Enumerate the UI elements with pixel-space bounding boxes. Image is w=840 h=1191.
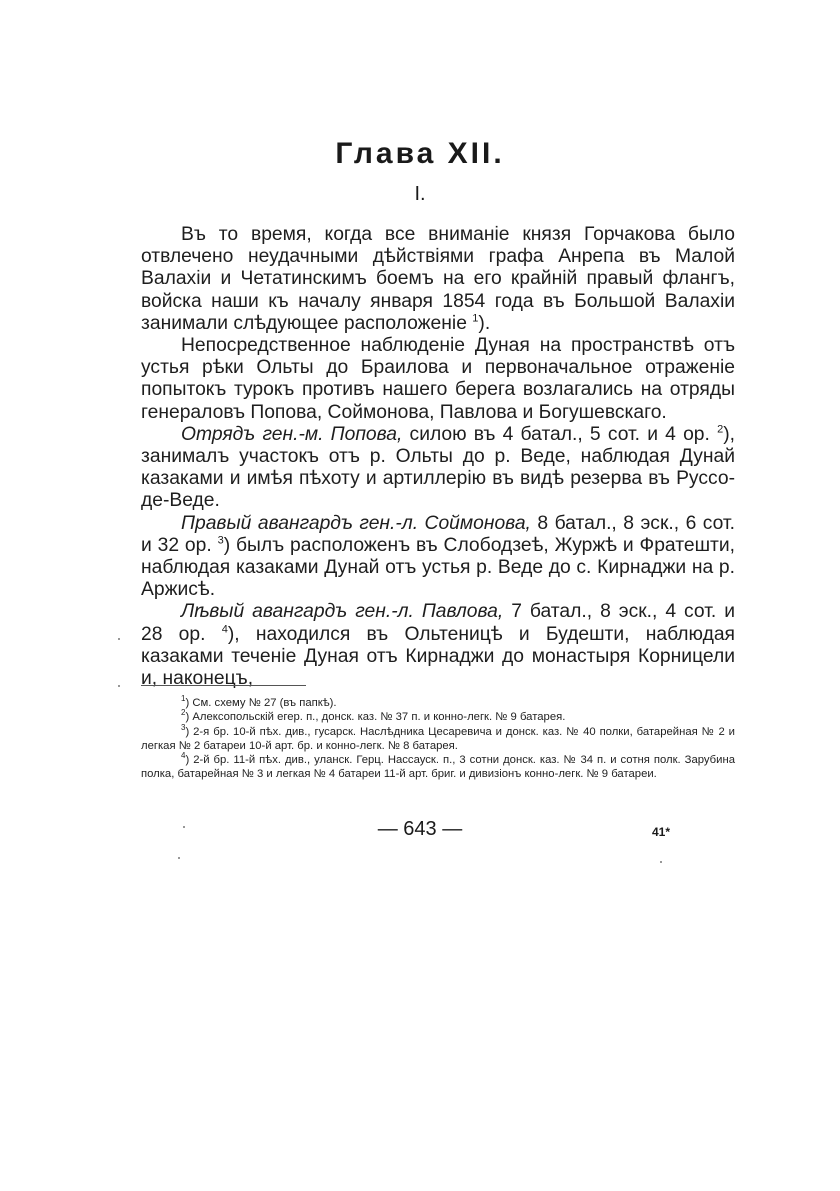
chapter-title: Глава XII. xyxy=(335,137,505,170)
paragraph xyxy=(141,601,735,690)
footnote-text: ) 2-й бр. 11-й пѣх. див., уланск. Герц. Нассауск. п., 3 сотни донск. каз. № 34 п. и сотня полк. Зарубина полка, батарейная № 3 и легкая № 4 батареи 11-й арт. бриг. и дивизіонъ конно-легк. № 9 батареи. xyxy=(141,754,735,781)
footnote-ref: 4 xyxy=(221,623,228,636)
paragraph-tail: ), занималъ участокъ отъ р. Ольты до р. Веде, наблюдая Дунай казаками и имѣя пѣхоту и артиллерію въ видѣ резерва въ Руссо-де-Веде. xyxy=(141,423,735,512)
paragraph-text: Непосредственное наблюденіе Дуная на пространствѣ отъ устья рѣки Ольты до Браилова и первоначальное отраженіе попытокъ турокъ противъ нашего берега возлагались на отряды генераловъ Попова, Соймонова, Павлова и Богушевскаго. xyxy=(141,335,735,423)
scan-speck xyxy=(118,638,120,640)
signature-mark: 41* xyxy=(652,825,671,839)
footnote-ref: 1 xyxy=(472,312,479,325)
paragraph xyxy=(141,335,735,424)
footnote-mark: 4 xyxy=(181,751,186,761)
footnote-mark: 3 xyxy=(181,722,186,732)
footnote xyxy=(141,696,735,710)
footnote-ref: 2 xyxy=(717,423,724,436)
section-number: I. xyxy=(414,183,426,205)
footnote-text: ) См. схему № 27 (въ папкѣ). xyxy=(185,697,337,709)
footnote-divider xyxy=(141,685,306,686)
body-text xyxy=(141,224,735,690)
paragraph xyxy=(141,513,735,602)
paragraph-tail: ). xyxy=(478,312,491,334)
footnote xyxy=(141,710,735,724)
footnote-text: ) Алексопольскій егер. п., донск. каз. № 37 п. и конно-легк. № 9 батарея. xyxy=(185,711,566,724)
page-number: — 643 — xyxy=(377,818,463,840)
footnotes xyxy=(141,696,735,782)
paragraph-lead: Отрядъ ген.-м. Попова, xyxy=(181,423,403,445)
scan-speck xyxy=(178,857,180,859)
footnote-mark: 1 xyxy=(181,694,186,704)
scan-speck xyxy=(660,861,662,863)
scan-speck xyxy=(183,826,185,828)
paragraph xyxy=(141,224,735,335)
footnote-text: ) 2-я бр. 10-й пѣх. див., гусарск. Наслѣдника Цесаревича и донск. каз. № 40 полки, батарейная № 2 и легкая № 2 батареи 10-й арт. бр. и конно-легк. № 8 батарея. xyxy=(141,725,735,752)
paragraph-tail: ), находился въ Ольтеницѣ и Будешти, наблюдая казаками теченіе Дуная отъ Кирнаджи до монастыря Корницели и, наконецъ, xyxy=(141,623,736,690)
footnote-mark: 2 xyxy=(181,708,186,718)
paragraph-text: 8 батал., 8 эск., 6 сот. и 32 ор. xyxy=(141,512,735,556)
paragraph-text: силою въ 4 батал., 5 сот. и 4 ор. xyxy=(402,423,718,445)
scan-speck xyxy=(118,685,120,687)
paragraph-text: Въ то время, когда все вниманіе князя Горчакова было отвлечено неудачными дѣйствіями графа Анрепа въ Малой Валахіи и Четатинскимъ боемъ на его крайній правый флангъ, войска наши къ началу января 1854 года въ Большой Валахіи занимали слѣдующее расположеніе xyxy=(141,224,735,334)
footnote xyxy=(141,753,735,782)
footnote-ref: 3 xyxy=(217,534,224,547)
paragraph-lead: Правый авангардъ ген.-л. Соймонова, xyxy=(181,512,531,534)
paragraph-lead: Лѣвый авангардъ ген.-л. Павлова, xyxy=(181,601,504,623)
paragraph xyxy=(141,424,735,513)
footnote xyxy=(141,722,735,754)
paragraph-tail: ) былъ расположенъ въ Слободзеѣ, Журжѣ и Фратешти, наблюдая казаками Дунай отъ устья р. Веде до с. Кирнаджи на р. Аржисѣ. xyxy=(141,534,735,601)
paragraph-text: 7 батал., 8 эск., 4 сот. и 28 ор. xyxy=(141,601,735,645)
